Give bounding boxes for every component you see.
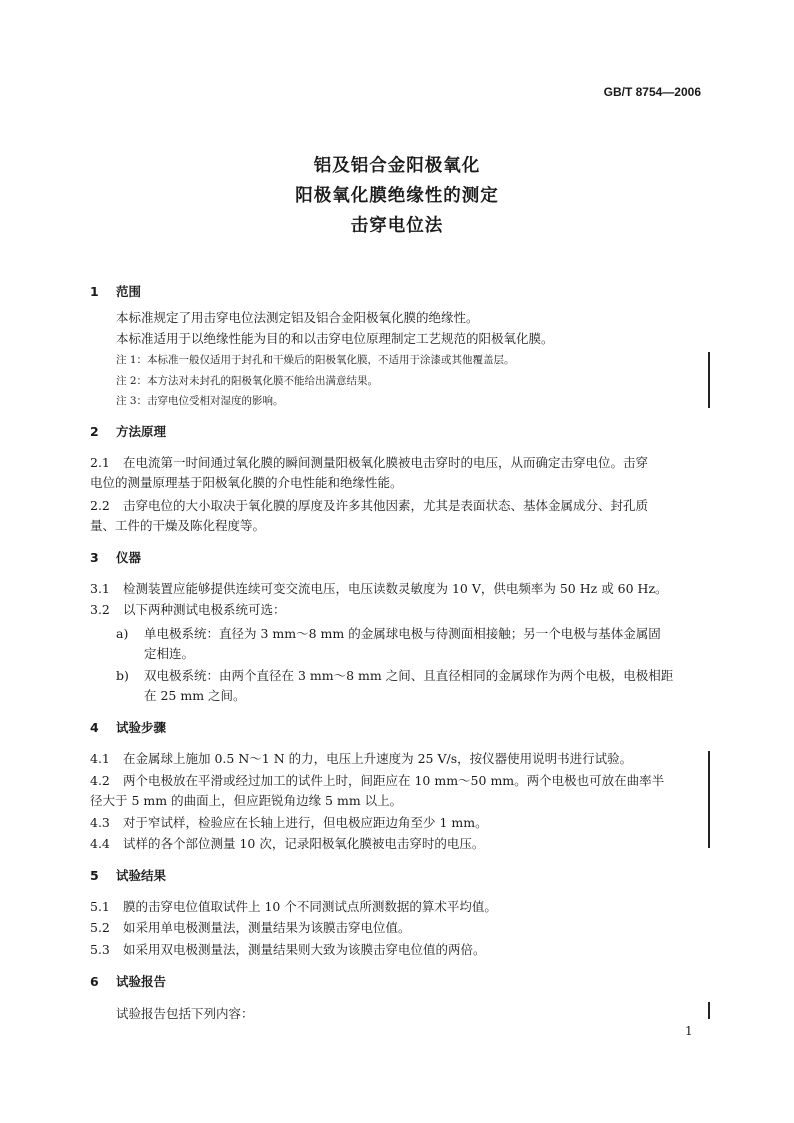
- section-1-heading: 1 范围: [90, 284, 142, 299]
- item-5-1: 5.1 膜的击穿电位值取试件上 10 个不同测试点所测数据的算术平均值。: [90, 899, 497, 914]
- item-2-1: 2.1 在电流第一时间通过氧化膜的瞬间测量阳极氧化膜被电击穿时的电压，从而确定击穿电位。击穿: [90, 455, 649, 470]
- section-4-heading: 4 试验步骤: [90, 720, 167, 735]
- section-1-para-2: 本标准适用于以绝缘性能为目的和以击穿电位原理制定工艺规范的阳极氧化膜。: [116, 331, 554, 346]
- note-2: 注 2：本方法对未封孔的阳极氧化膜不能给出满意结果。: [116, 375, 379, 387]
- revision-bar: [708, 1002, 710, 1019]
- revision-bar: [708, 352, 710, 408]
- item-2-2-cont: 量、工件的干燥及陈化程度等。: [90, 518, 266, 533]
- item-4-2-cont: 径大于 5 mm 的曲面上，但应距锐角边缘 5 mm 以上。: [90, 793, 403, 808]
- note-3: 注 3：击穿电位受相对湿度的影响。: [116, 395, 284, 407]
- item-5-2: 5.2 如采用单电极测量法，测量结果为该膜击穿电位值。: [90, 920, 411, 935]
- option-a: a) 单电极系统：直径为 3 mm～8 mm 的金属球电极与待测面相接触；另一个电极与基体金属固: [116, 626, 661, 641]
- revision-bar: [708, 751, 710, 848]
- item-3-1: 3.1 检测装置应能够提供连续可变交流电压，电压读数灵敏度为 10 V，供电频率为 50 Hz 或 60 Hz。: [90, 581, 668, 596]
- item-5-3: 5.3 如采用双电极测量法，测量结果则大致为该膜击穿电位值的两倍。: [90, 942, 486, 957]
- item-4-3: 4.3 对于窄试样，检验应在长轴上进行，但电极应距边角至少 1 mm。: [90, 815, 488, 830]
- item-3-2: 3.2 以下两种测试电极系统可选：: [90, 602, 286, 617]
- item-4-2: 4.2 两个电极放在平滑或经过加工的试件上时，间距应在 10 mm～50 mm。两个电极也可放在曲率半: [90, 773, 665, 788]
- option-b: b) 双电极系统：由两个直径在 3 mm～8 mm 之间、且直径相同的金属球作为两个电极，电极相距: [116, 668, 674, 683]
- item-4-4: 4.4 试样的各个部位测量 10 次，记录阳极氧化膜被电击穿时的电压。: [90, 836, 485, 851]
- section-2-heading: 2 方法原理: [90, 424, 167, 439]
- section-3-heading: 3 仪器: [90, 550, 142, 565]
- item-2-1-cont: 电位的测量原理基于阳极氧化膜的介电性能和绝缘性能。: [90, 475, 403, 490]
- section-6-heading: 6 试验报告: [90, 974, 167, 989]
- note-1: 注 1：本标准一般仅适用于封孔和干燥后的阳极氧化膜，不适用于涂漆或其他覆盖层。: [116, 354, 515, 366]
- section-5-heading: 5 试验结果: [90, 868, 167, 883]
- title-line-2: 阳极氧化膜绝缘性的测定: [295, 186, 499, 206]
- option-b-cont: 在 25 mm 之间。: [144, 688, 246, 703]
- title-line-3: 击穿电位法: [350, 216, 444, 236]
- item-4-1: 4.1 在金属球上施加 0.5 N～1 N 的力，电压上升速度为 25 V/s，按仪器使用说明书进行试验。: [90, 751, 633, 766]
- page-number: 1: [685, 1024, 693, 1038]
- option-a-cont: 定相连。: [144, 646, 195, 661]
- item-2-2: 2.2 击穿电位的大小取决于氧化膜的厚度及许多其他因素，尤其是表面状态、基体金属成分、封孔质: [90, 498, 649, 513]
- section-1-para-1: 本标准规定了用击穿电位法测定铝及铝合金阳极氧化膜的绝缘性。: [116, 310, 479, 325]
- section-6-para: 试验报告包括下列内容：: [116, 1006, 254, 1021]
- title-line-1: 铝及铝合金阳极氧化: [313, 156, 481, 176]
- standard-number: GB/T 8754—2006: [603, 85, 701, 99]
